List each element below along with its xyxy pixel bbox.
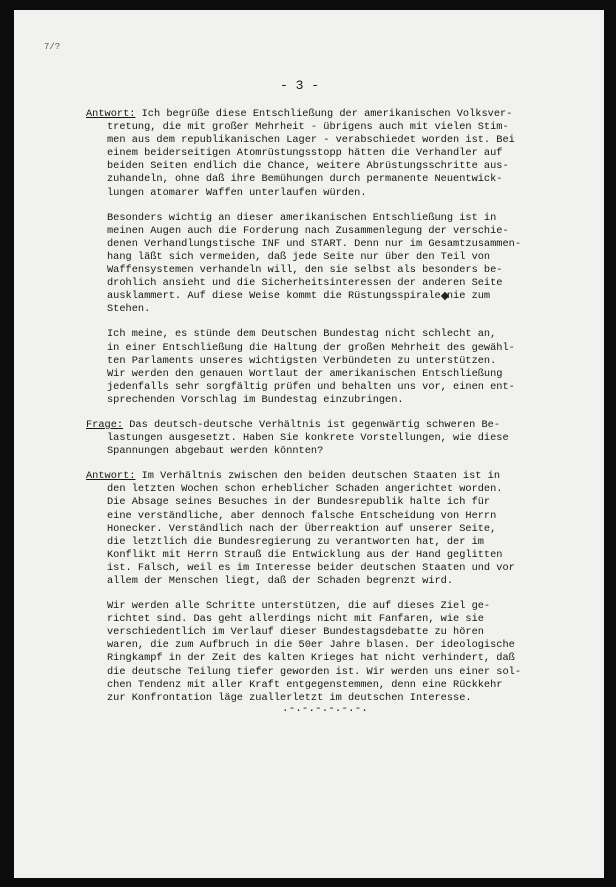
text-line: richtet sind. Das geht allerdings nicht mit Fanfaren, wie sie xyxy=(107,613,484,626)
document-body xyxy=(86,108,564,717)
text-line: chen Tendenz mit aller Kraft entgegenstemmen, denn eine Rückkehr xyxy=(107,678,503,691)
text-line: drohlich ansieht und die Sicherheitsinteressen der anderen Seite xyxy=(107,277,503,290)
text-line: hang läßt sich vermeiden, daß jede Seite nur über den Teil von xyxy=(107,250,491,263)
text-line: eine verständliche, aber dennoch falsche Entscheidung von Herrn xyxy=(107,509,497,522)
text-line: lungen atomarer Waffen unterlaufen würden. xyxy=(107,186,367,199)
text-line: Die Absage seines Besuches in der Bundesrepublik halte ich für xyxy=(107,496,491,509)
text-line: Konflikt mit Herrn Strauß die Entwicklung aus der Hand geglitten xyxy=(107,548,503,561)
text-line: lastungen ausgesetzt. Haben Sie konkrete Vorstellungen, wie diese xyxy=(107,432,509,445)
text-line: denen Verhandlungstische INF und START. Denn nur im Gesamtzusammen- xyxy=(107,237,522,250)
paragraph-question xyxy=(86,419,564,458)
paragraph-answer-1 xyxy=(86,108,564,200)
text-line: Ich meine, es stünde dem Deutschen Bundestag nicht schlecht an, xyxy=(107,328,497,341)
text-line: ist. Falsch, weil es im Interesse beider deutschen Staaten und vor xyxy=(107,561,515,574)
text-line: Im Verhältnis zwischen den beiden deutschen Staaten ist in xyxy=(135,470,501,483)
answer-label: Antwort: xyxy=(86,470,136,483)
text-line: beiden Seiten endlich die Chance, weitere Abrüstungsschritte aus- xyxy=(107,160,509,173)
text-line: Wir werden den genauen Wortlaut der amerikanischen Entschließung xyxy=(107,367,503,380)
text-line: Das deutsch-deutsche Verhältnis ist gegenwärtig schweren Be- xyxy=(123,418,501,431)
paragraph-answer-2b xyxy=(86,600,564,705)
text-line: zur Konfrontation läge zuallerletzt im deutschen Interesse. xyxy=(107,691,472,704)
text-line: Wir werden alle Schritte unterstützen, die auf dieses Ziel ge- xyxy=(107,600,491,613)
text-line: einem beiderseitigen Atomrüstungsstopp hätten die Verhandler auf xyxy=(107,147,503,160)
document-page xyxy=(14,10,604,878)
text-line: Ich begrüße diese Entschließung der amerikanischen Volksver- xyxy=(135,108,513,120)
text-line: Waffensystemen verhandeln will, den sie selbst als besonders be- xyxy=(107,264,503,277)
text-line: jedenfalls sehr sorgfältig prüfen und behalten uns vor, einen ent- xyxy=(107,380,515,393)
text-line: waren, die zum Aufbruch in die 50er Jahre blasen. Der ideologische xyxy=(107,639,515,652)
text-line: Honecker. Verständlich nach der Überreaktion auf unserer Seite, xyxy=(107,522,497,535)
text-line: die deutsche Teilung tiefer geworden ist. Wir werden uns einer sol- xyxy=(107,665,522,678)
text-line: Ringkampf in der Zeit des kalten Krieges hat nicht verhindert, daß xyxy=(107,652,515,665)
text-line: tretung, die mit großer Mehrheit - übrigens auch mit vielen Stim- xyxy=(107,121,509,134)
text-line: zuhandeln, ohne daß ihre Bemühungen durch permanente Neuentwick- xyxy=(107,173,503,186)
text-line: verschiedentlich im Verlauf dieser Bundestagsdebatte zu hören xyxy=(107,626,484,639)
text-line: den letzten Wochen schon erheblicher Schaden angerichtet worden. xyxy=(107,483,503,496)
answer-label: Antwort: xyxy=(86,108,136,120)
paragraph-answer-2 xyxy=(86,470,564,588)
text-line: ausklammert. Auf diese Weise kommt die Rüstungsspirale nie zum xyxy=(107,290,491,303)
paragraph-answer-1b xyxy=(86,212,564,317)
text-line: ten Parlaments unseres wichtigsten Verbündeten zu unterstützen. xyxy=(107,354,497,367)
text-line: die letztlich die Bundesregierung zu verantworten hat, der im xyxy=(107,535,484,548)
text-line: in einer Entschließung die Haltung der großen Mehrheit des gewähl- xyxy=(107,341,515,354)
text-line: Besonders wichtig an dieser amerikanischen Entschließung ist in xyxy=(107,211,497,224)
text-line: meinen Augen auch die Forderung nach Zusammenlegung der verschie- xyxy=(107,224,509,237)
text-line: Stehen. xyxy=(107,303,151,316)
text-line: men aus dem republikanischen Lager - verabschiedet worden ist. Bei xyxy=(107,134,515,147)
page-number: - 3 - xyxy=(280,78,320,93)
paragraph-answer-1c xyxy=(86,328,564,407)
text-line: sprechenden Vorschlag im Bundestag einzubringen. xyxy=(107,393,404,406)
end-separator: .-.-.-.-.-.-. xyxy=(282,703,368,715)
text-line: Spannungen abgebaut werden könnten? xyxy=(107,445,324,458)
question-label: Frage: xyxy=(86,418,124,431)
corner-mark: 7/? xyxy=(44,42,61,52)
text-line: allem der Menschen liegt, daß der Schaden begrenzt wird. xyxy=(107,575,454,587)
